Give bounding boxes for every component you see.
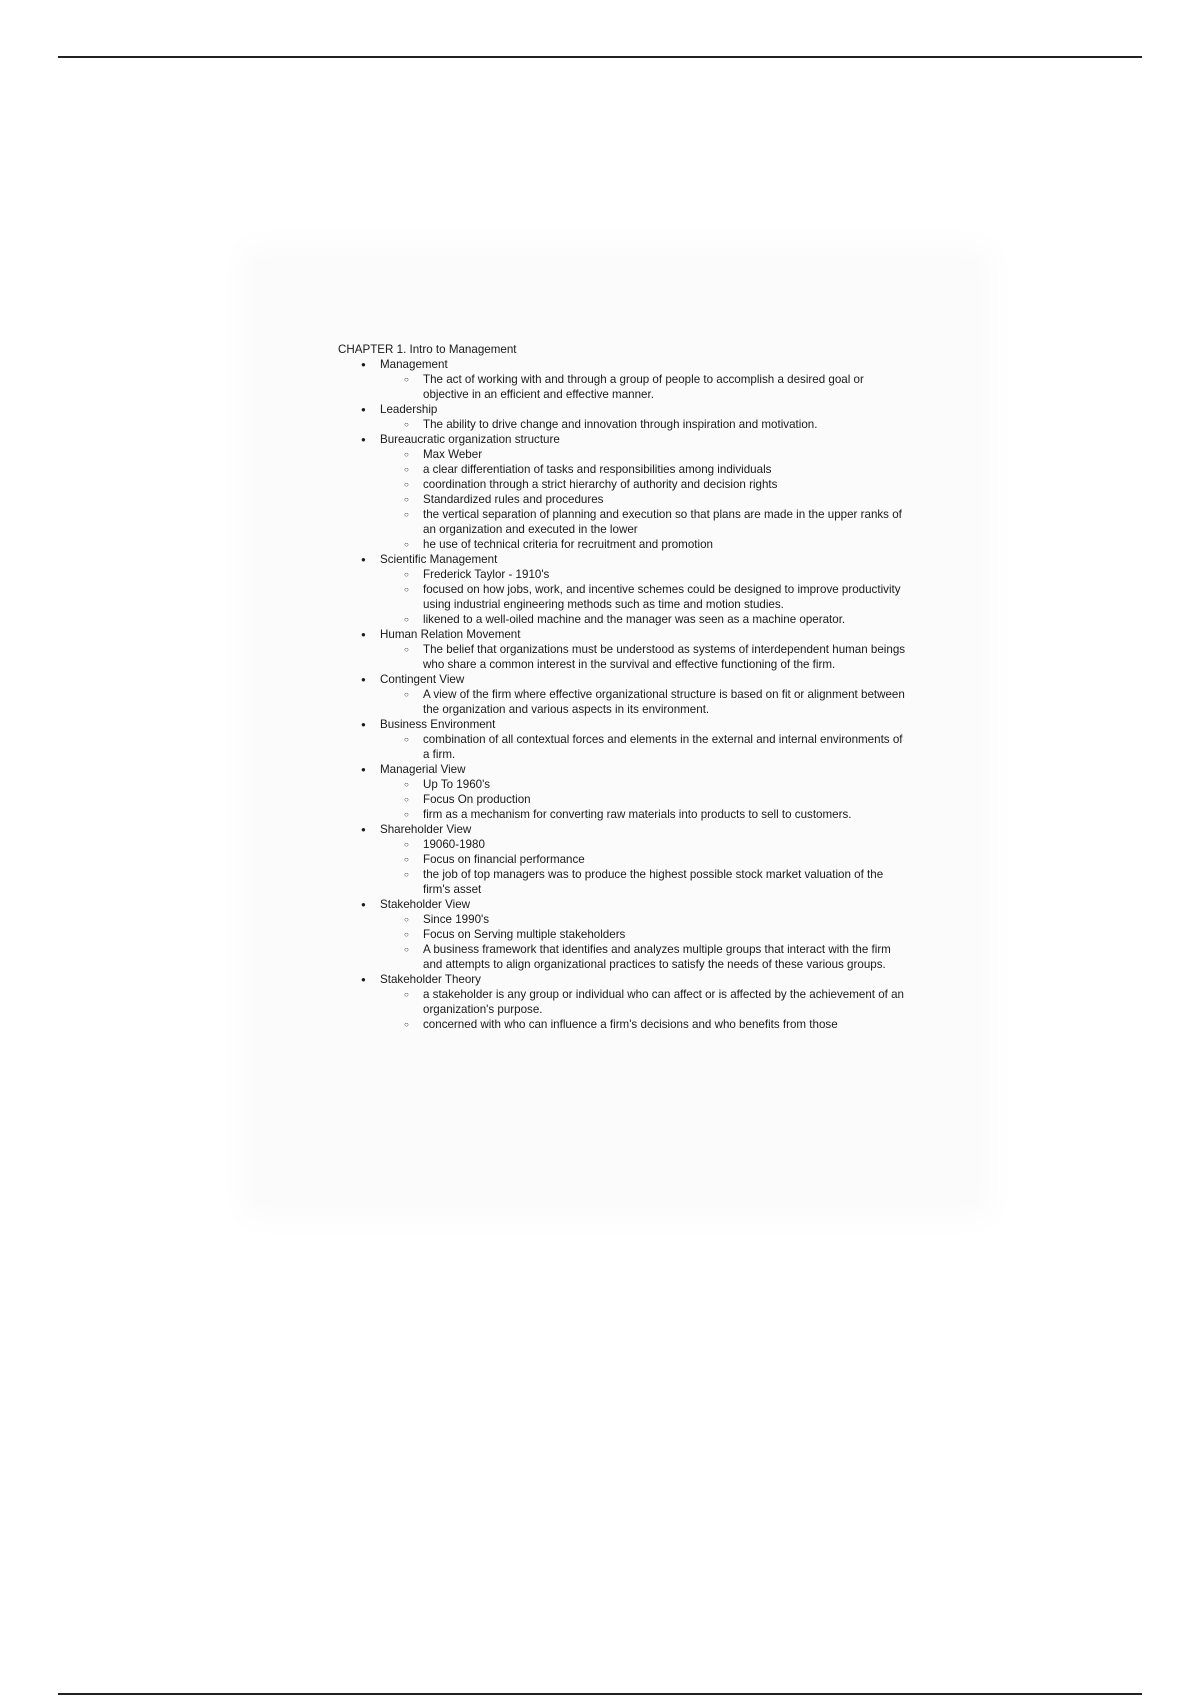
topic-detail-list bbox=[380, 987, 908, 1032]
topic-detail-item: ○ a clear differentiation of tasks and responsibilities among individuals bbox=[380, 462, 908, 477]
topic-heading: ● Business Environment bbox=[380, 718, 496, 731]
topic-item bbox=[338, 672, 908, 717]
topic-item bbox=[338, 822, 908, 897]
topic-item bbox=[338, 552, 908, 627]
topic-item bbox=[338, 627, 908, 672]
topic-detail-list bbox=[380, 447, 908, 552]
topic-detail-list bbox=[380, 417, 908, 432]
topic-detail-item: ○ Focus on financial performance bbox=[380, 852, 908, 867]
topic-detail-list bbox=[380, 687, 908, 717]
topic-detail-item: ○ the vertical separation of planning and execution so that plans are made in the upper ranks of an organization and executed in the lower bbox=[380, 507, 908, 537]
document-body bbox=[338, 342, 908, 1032]
topic-detail-item: ○ a stakeholder is any group or individual who can affect or is affected by the achievement of an organization's purpose. bbox=[380, 987, 908, 1017]
topic-heading: ● Stakeholder Theory bbox=[380, 973, 481, 986]
topic-detail-item: ○ the job of top managers was to produce the highest possible stock market valuation of the firm's asset bbox=[380, 867, 908, 897]
topic-detail-item: ○ Focus On production bbox=[380, 792, 908, 807]
topic-item bbox=[338, 717, 908, 762]
topic-detail-item: ○ Standardized rules and procedures bbox=[380, 492, 908, 507]
topic-detail-item: ○ Up To 1960's bbox=[380, 777, 908, 792]
topic-detail-item: ○ The act of working with and through a group of people to accomplish a desired goal or objective in an efficient and effective manner. bbox=[380, 372, 908, 402]
topic-detail-item: ○ A view of the firm where effective organizational structure is based on fit or alignment between the organization and various aspects in its environment. bbox=[380, 687, 908, 717]
topic-item bbox=[338, 762, 908, 822]
topic-heading: ● Contingent View bbox=[380, 673, 465, 686]
topic-item bbox=[338, 972, 908, 1032]
topic-heading: ● Bureaucratic organization structure bbox=[380, 433, 560, 446]
topic-detail-item: ○ focused on how jobs, work, and incentive schemes could be designed to improve productivity using industrial engineering methods such as time and motion studies. bbox=[380, 582, 908, 612]
bottom-rule bbox=[58, 1693, 1142, 1695]
topic-heading: ● Human Relation Movement bbox=[380, 628, 521, 641]
topic-detail-item: ○ he use of technical criteria for recruitment and promotion bbox=[380, 537, 908, 552]
topic-heading: ● Stakeholder View bbox=[380, 898, 471, 911]
topic-item bbox=[338, 432, 908, 552]
topic-heading: ● Leadership bbox=[380, 403, 438, 416]
topic-detail-item: ○ concerned with who can influence a firm's decisions and who benefits from those bbox=[380, 1017, 908, 1032]
topic-detail-item: ○ combination of all contextual forces and elements in the external and internal environments of a firm. bbox=[380, 732, 908, 762]
topic-detail-list bbox=[380, 732, 908, 762]
topic-detail-item: ○ A business framework that identifies and analyzes multiple groups that interact with the firm and attempts to align organizational practices to satisfy the needs of these various groups. bbox=[380, 942, 908, 972]
topic-detail-item: ○ Since 1990's bbox=[380, 912, 908, 927]
topic-heading: ● Managerial View bbox=[380, 763, 466, 776]
topic-detail-list bbox=[380, 777, 908, 822]
topic-item bbox=[338, 357, 908, 402]
chapter-title: CHAPTER 1. Intro to Management bbox=[338, 343, 517, 356]
topic-detail-list bbox=[380, 567, 908, 627]
topic-detail-list bbox=[380, 372, 908, 402]
topic-heading: ● Management bbox=[380, 358, 448, 371]
topic-detail-item: ○ The belief that organizations must be understood as systems of interdependent human beings who share a common interest in the survival and effective functioning of the firm. bbox=[380, 642, 908, 672]
topic-item bbox=[338, 897, 908, 972]
topic-detail-list bbox=[380, 642, 908, 672]
topic-detail-item: ○ 19060-1980 bbox=[380, 837, 908, 852]
topic-item bbox=[338, 402, 908, 432]
topic-heading: ● Shareholder View bbox=[380, 823, 472, 836]
topic-detail-item: ○ Focus on Serving multiple stakeholders bbox=[380, 927, 908, 942]
topic-detail-list bbox=[380, 912, 908, 972]
topic-list bbox=[338, 357, 908, 1032]
topic-detail-item: ○ coordination through a strict hierarchy of authority and decision rights bbox=[380, 477, 908, 492]
topic-detail-item: ○ Frederick Taylor - 1910's bbox=[380, 567, 908, 582]
topic-detail-item: ○ likened to a well-oiled machine and the manager was seen as a machine operator. bbox=[380, 612, 908, 627]
topic-detail-item: ○ The ability to drive change and innovation through inspiration and motivation. bbox=[380, 417, 908, 432]
topic-detail-list bbox=[380, 837, 908, 897]
topic-heading: ● Scientific Management bbox=[380, 553, 498, 566]
top-rule bbox=[58, 56, 1142, 58]
topic-detail-item: ○ Max Weber bbox=[380, 447, 908, 462]
topic-detail-item: ○ firm as a mechanism for converting raw materials into products to sell to customers. bbox=[380, 807, 908, 822]
